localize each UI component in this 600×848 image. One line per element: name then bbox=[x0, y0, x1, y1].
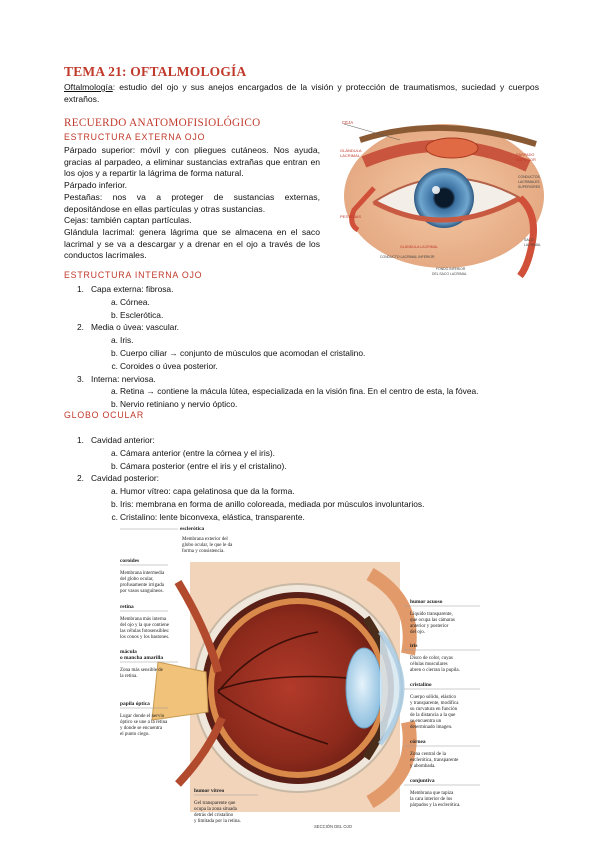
label-iris-title: iris bbox=[410, 643, 418, 649]
svg-text:óptico se une a la retina: óptico se une a la retina bbox=[120, 720, 168, 725]
intro-term: Oftalmología bbox=[64, 82, 113, 92]
lacrimal-gland-shape bbox=[426, 138, 478, 158]
estructura-externa-text bbox=[64, 145, 320, 262]
svg-text:su curvatura en función: su curvatura en función bbox=[410, 707, 458, 712]
paragraph-parpado-inferior: Párpado inferior. bbox=[64, 180, 128, 191]
heading-globo-ocular: GLOBO OCULAR bbox=[64, 410, 144, 420]
label-cristalino-title: cristalino bbox=[410, 682, 432, 688]
list-subitem: b. Iris: membrana en forma de anillo coloreada, mediada por músculos involuntarios. bbox=[111, 498, 425, 509]
svg-text:Cuerpo sólido, elástico: Cuerpo sólido, elástico bbox=[410, 695, 456, 700]
svg-text:Gel transparente que: Gel transparente que bbox=[194, 801, 236, 806]
list-subitem: b. Cámara posterior (entre el iris y el cristalino). bbox=[111, 460, 287, 471]
globo-ocular-list bbox=[64, 434, 424, 524]
svg-text:la cara interior de los: la cara interior de los bbox=[410, 797, 453, 802]
label-parpado-superior: PÁRPADO bbox=[516, 153, 535, 157]
svg-text:Membrana más interna: Membrana más interna bbox=[120, 617, 167, 622]
svg-text:y transparente, modifica: y transparente, modifica bbox=[410, 701, 459, 706]
estructura-interna-list bbox=[64, 283, 478, 411]
paragraph-parpado-superior: Párpado superior: móvil y con pliegues cutáneos. Nos ayuda, gracias al parpadeo, a eliminar sustancias extrañas que entran en los ojos y a repartir la lágrima de forma natural. bbox=[64, 145, 320, 179]
list-subitem: a. Humor vítreo: capa gelatinosa que da la forma. bbox=[111, 486, 295, 497]
label-conductos: CONDUCTOS bbox=[518, 175, 540, 179]
svg-text:el punto ciego.: el punto ciego. bbox=[120, 732, 150, 737]
list-subitem: b. Esclerótica. bbox=[111, 309, 164, 320]
svg-text:las células fotosensibles:: las células fotosensibles: bbox=[120, 629, 170, 634]
svg-text:y abombada.: y abombada. bbox=[410, 764, 436, 769]
label-conducto-inferior: CONDUCTO LACRIMAL INFERIOR bbox=[380, 255, 435, 259]
svg-text:abren o cierran la pupila.: abren o cierran la pupila. bbox=[410, 668, 460, 673]
svg-text:Membrana que tapiza: Membrana que tapiza bbox=[410, 791, 454, 796]
svg-text:o mancha amarilla: o mancha amarilla bbox=[120, 655, 164, 661]
svg-text:por vasos sanguíneos.: por vasos sanguíneos. bbox=[120, 589, 164, 594]
list-item: 1. Capa externa: fibrosa. bbox=[77, 284, 174, 294]
list-subitem: a. Cámara anterior (entre la córnea y el iris). bbox=[111, 447, 275, 458]
svg-text:párpados y la esclerótica.: párpados y la esclerótica. bbox=[410, 803, 461, 808]
paragraph-pestanas: Pestañas: nos va a proteger de sustancias externas, depositándose en ellas partículas y otras sustancias. bbox=[64, 191, 320, 214]
svg-text:ocupa la zona situada: ocupa la zona situada bbox=[194, 807, 237, 812]
label-retina-title: retina bbox=[120, 604, 134, 610]
label-coroides-title: coroides bbox=[120, 558, 140, 564]
label-pestanas: PESTAÑAS bbox=[340, 214, 362, 219]
heading-estructura-interna: ESTRUCTURA INTERNA OJO bbox=[64, 270, 203, 280]
svg-text:Zona más sensible de: Zona más sensible de bbox=[120, 668, 163, 673]
figure-caption: SECCIÓN DEL OJO bbox=[314, 824, 353, 829]
svg-text:del ojo y la que contiene: del ojo y la que contiene bbox=[120, 623, 170, 628]
svg-text:Líquido transparente,: Líquido transparente, bbox=[410, 612, 453, 617]
svg-text:globo ocular, le que le da: globo ocular, le que le da bbox=[182, 543, 233, 548]
svg-text:la retina.: la retina. bbox=[120, 674, 138, 679]
section-heading-recuerdo: RECUERDO ANATOMOFISIOLÓGICO bbox=[64, 117, 261, 129]
svg-text:detrás del cristalino: detrás del cristalino bbox=[194, 813, 234, 818]
list-item: 2. Media o úvea: vascular. bbox=[77, 322, 179, 333]
list-subitem: c. Cristalino: lente biconvexa, elástica, transparente. bbox=[111, 511, 305, 522]
paragraph-glandula: Glándula lacrimal: genera lágrima que se almacena en el saco lacrimal y se va a descargar y a drenar en el ojo a través de los conductos lacrimales. bbox=[64, 226, 320, 261]
list-subitem: a. Iris. bbox=[111, 335, 134, 346]
label-papila-title: papila óptica bbox=[120, 701, 150, 707]
label-ceja: CEJA bbox=[342, 120, 354, 125]
list-subitem: b. Nervio retiniano y nervio óptico. bbox=[111, 399, 238, 410]
label-saco: SACO bbox=[524, 238, 534, 242]
intro-text: : estudio del ojo y sus anejos encargados de la visión y protección de traumatismos, suciedad y cuerpos extraños. bbox=[64, 82, 539, 104]
svg-text:que ocupa las cámaras: que ocupa las cámaras bbox=[410, 618, 455, 623]
label-humor-acuoso-title: humor acuoso bbox=[410, 599, 443, 605]
list-item: 3. Interna: nerviosa. bbox=[77, 373, 156, 384]
svg-text:y donde se encuentra: y donde se encuentra bbox=[120, 726, 163, 731]
svg-text:los conos y los bastones.: los conos y los bastones. bbox=[120, 635, 170, 640]
svg-text:forma y consistencia.: forma y consistencia. bbox=[182, 549, 225, 554]
svg-text:determinado imagen.: determinado imagen. bbox=[410, 725, 453, 730]
svg-text:DEL SACO LACRIMAL: DEL SACO LACRIMAL bbox=[432, 272, 467, 276]
heading-estructura-externa: ESTRUCTURA EXTERNA OJO bbox=[64, 132, 206, 142]
svg-text:esclerótica, transparente: esclerótica, transparente bbox=[410, 758, 459, 763]
svg-text:LACRIMAL: LACRIMAL bbox=[524, 243, 541, 247]
page-title: TEMA 21: OFTALMOLOGÍA bbox=[64, 64, 247, 79]
lens-shape bbox=[346, 648, 382, 728]
svg-text:LACRIMAL: LACRIMAL bbox=[340, 153, 361, 158]
iris-highlight bbox=[432, 186, 440, 194]
eye-section-illustration bbox=[118, 522, 482, 834]
list-subitem: c. Coroides o úvea posterior. bbox=[111, 360, 218, 371]
svg-text:Disco de color, cuyas: Disco de color, cuyas bbox=[410, 656, 453, 661]
label-humor-vitreo-title: humor vítreo bbox=[194, 788, 225, 794]
list-item: 1. Cavidad anterior: bbox=[77, 435, 155, 445]
svg-text:Membrana intermedia: Membrana intermedia bbox=[120, 571, 165, 576]
svg-text:Zona central de la: Zona central de la bbox=[410, 752, 446, 757]
label-cornea-title: córnea bbox=[410, 739, 426, 745]
svg-text:anterior y posterior: anterior y posterior bbox=[410, 624, 449, 629]
label-macula-title: mácula bbox=[120, 649, 137, 655]
list-subitem: a. Retina → contiene la mácula lútea, especializada en la visión fina. En el centro de esta, la fóvea. bbox=[111, 386, 479, 397]
svg-text:profusamente irrigada: profusamente irrigada bbox=[120, 583, 165, 588]
list-subitem: a. Córnea. bbox=[111, 296, 150, 307]
svg-text:del ojo.: del ojo. bbox=[410, 630, 425, 635]
svg-text:células musculares: células musculares bbox=[410, 662, 448, 667]
intro-paragraph bbox=[64, 82, 539, 105]
svg-text:y limitada por la retina.: y limitada por la retina. bbox=[194, 819, 241, 824]
label-glandula-inferior: GLÁNDULA LACRIMAL bbox=[400, 245, 439, 249]
list-item: 2. Cavidad posterior: bbox=[77, 473, 159, 484]
label-esclerotica-title: esclerótica bbox=[180, 526, 205, 532]
svg-text:Lugar donde el nervio: Lugar donde el nervio bbox=[120, 714, 165, 719]
label-conjuntiva-title: conjuntiva bbox=[410, 778, 435, 784]
list-subitem: b. Cuerpo ciliar → conjunto de músculos que acomodan el cristalino. bbox=[111, 347, 366, 358]
svg-text:Membrana exterior del: Membrana exterior del bbox=[182, 537, 228, 542]
svg-text:SUPERIORES: SUPERIORES bbox=[518, 185, 541, 189]
svg-text:LACRIMALES: LACRIMALES bbox=[518, 180, 540, 184]
paragraph-cejas: Cejas: también captan partículas. bbox=[64, 215, 192, 226]
svg-text:se encuentra un: se encuentra un bbox=[410, 719, 442, 724]
external-eye-illustration bbox=[340, 118, 552, 284]
svg-text:SUPERIOR: SUPERIOR bbox=[516, 158, 536, 162]
label-glandula: GLÁNDULA bbox=[340, 148, 362, 153]
svg-text:de la distancia a la que: de la distancia a la que bbox=[410, 713, 456, 718]
label-fondo-saco: FONDO INFERIOR bbox=[436, 267, 466, 271]
svg-text:del globo ocular,: del globo ocular, bbox=[120, 577, 154, 582]
